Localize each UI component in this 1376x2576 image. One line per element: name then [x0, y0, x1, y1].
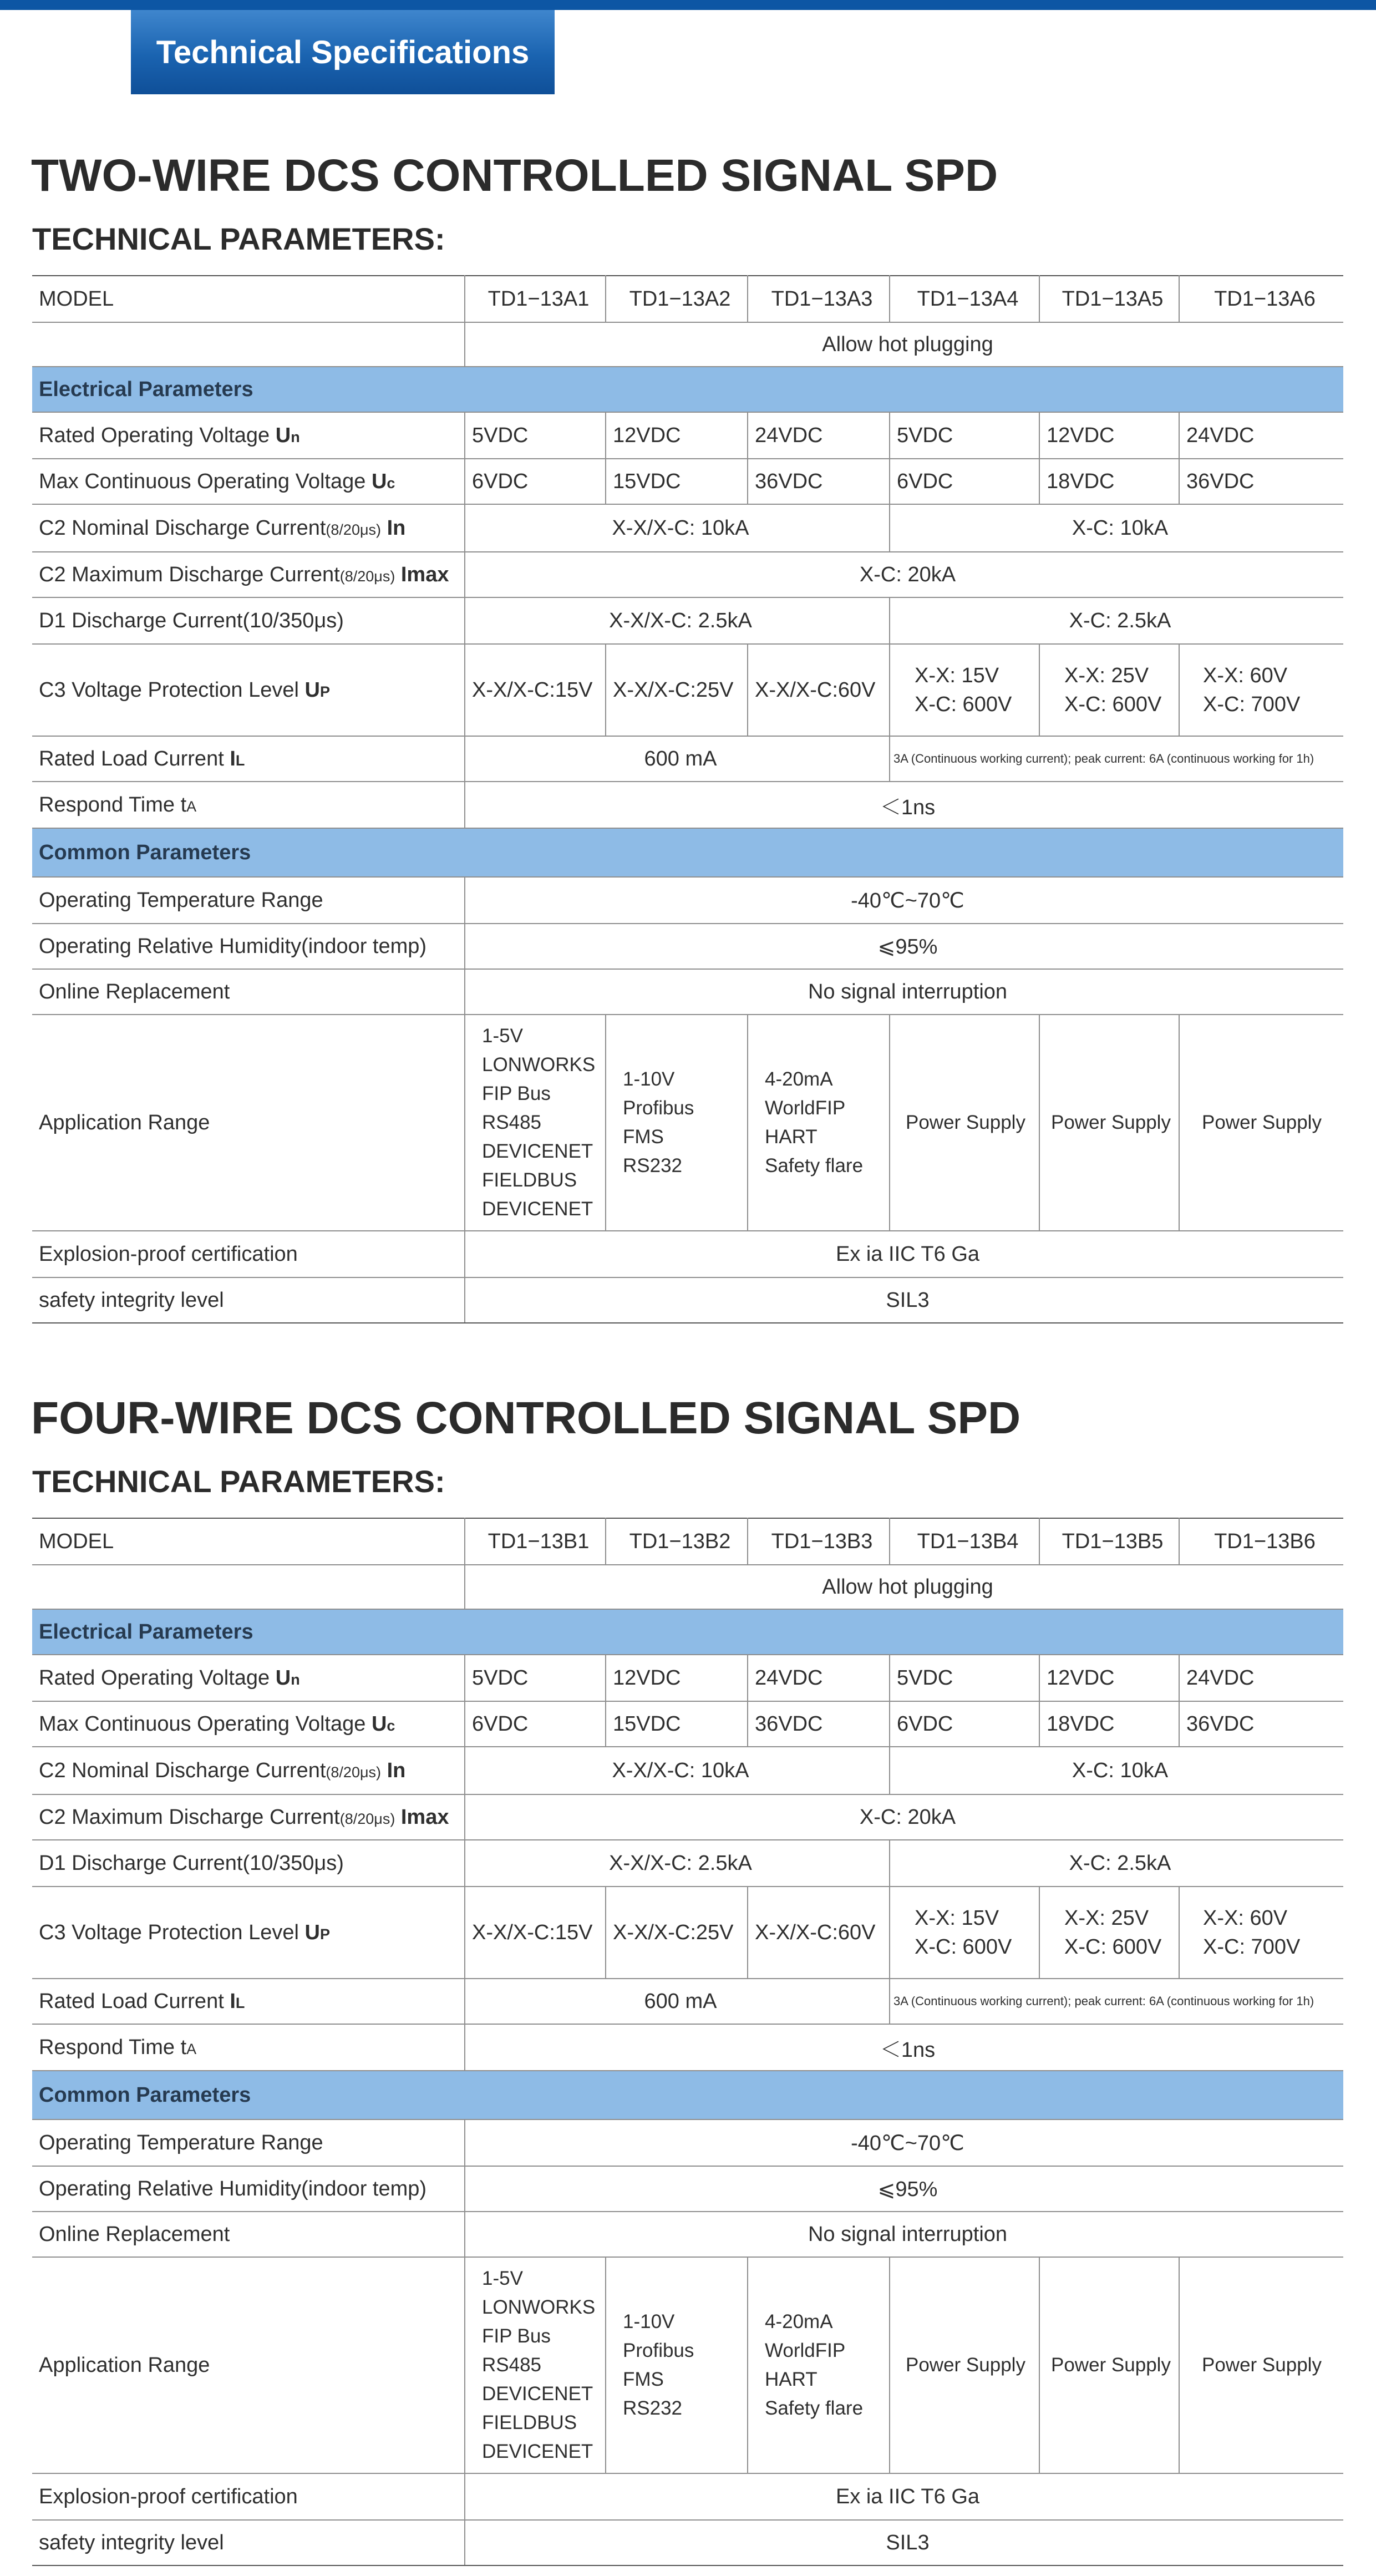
application-list	[748, 2257, 890, 2473]
application-item: RS232	[623, 2397, 683, 2419]
band-label: Common Parameters	[32, 828, 1343, 877]
application-item: RS232	[623, 1155, 683, 1177]
application-item: Profibus	[623, 2340, 694, 2361]
value-cell: Power Supply	[1179, 1015, 1343, 1231]
value-cell: ⩽95%	[465, 2166, 1343, 2212]
table-row-rated-voltage	[32, 1655, 1343, 1701]
application-item: WorldFIP	[765, 1097, 846, 1119]
common-parameters-header	[32, 2071, 1343, 2119]
model-cell: TD1−13B3	[748, 1518, 890, 1565]
spec-table	[32, 275, 1343, 1324]
value-cell: 12VDC	[1039, 1655, 1179, 1701]
value-cell: X-X/X-C:60V	[748, 644, 890, 736]
model-cell: TD1−13B6	[1179, 1518, 1343, 1565]
table-row-d1-discharge	[32, 597, 1343, 644]
table-row-model	[32, 1518, 1343, 1565]
row-label-replacement: Online Replacement	[32, 2212, 465, 2257]
section-subtitle: TECHNICAL PARAMETERS:	[32, 221, 445, 256]
application-item: WorldFIP	[765, 2340, 846, 2361]
section-subtitle: TECHNICAL PARAMETERS:	[32, 1464, 445, 1499]
model-cell: TD1−13A2	[606, 276, 748, 322]
row-label-protection-level: C3 Voltage Protection Level UP	[32, 644, 465, 736]
value-cell: X-X/X-C:15V	[465, 644, 606, 736]
value-cell: X-X: 60V X-C: 700V	[1179, 644, 1343, 736]
value-cell: 12VDC	[606, 412, 748, 459]
application-item: DEVICENET	[482, 2441, 593, 2462]
table-row-respond-time	[32, 782, 1343, 828]
table-row-humidity	[32, 924, 1343, 969]
application-item: 4-20mA	[765, 1068, 833, 1090]
table-row-sil	[32, 2520, 1343, 2565]
value-cell: 36VDC	[748, 1701, 890, 1747]
table-row-load-current	[32, 736, 1343, 782]
value-cell: ⩽95%	[465, 924, 1343, 969]
table-row-rated-voltage	[32, 412, 1343, 459]
application-item: 1-10V	[623, 2311, 675, 2332]
application-item: HART	[765, 1126, 818, 1148]
model-cell: TD1−13A5	[1039, 276, 1179, 322]
value-cell: X-X: 15V X-C: 600V	[890, 644, 1039, 736]
value-cell: 5VDC	[465, 1655, 606, 1701]
value-cell: 18VDC	[1039, 1701, 1179, 1747]
value-cell: 6VDC	[890, 459, 1039, 504]
row-label-replacement: Online Replacement	[32, 969, 465, 1015]
row-label-humidity: Operating Relative Humidity(indoor temp)	[32, 2166, 465, 2212]
value-cell: ＜1ns	[465, 782, 1343, 828]
application-list	[606, 1015, 748, 1231]
value-cell: 36VDC	[748, 459, 890, 504]
application-item: DEVICENET	[482, 1140, 593, 1162]
value-cell: No signal interruption	[465, 2212, 1343, 2257]
value-cell: Power Supply	[890, 1015, 1039, 1231]
row-label-temperature: Operating Temperature Range	[32, 877, 465, 924]
row-label-rated-voltage: Rated Operating Voltage Un	[32, 412, 465, 459]
row-label-max-voltage: Max Continuous Operating Voltage Uc	[32, 1701, 465, 1747]
value-cell: 5VDC	[890, 412, 1039, 459]
value-cell: 3A (Continuous working current); peak current: 6A (continuous working for 1h)	[890, 1979, 1343, 2024]
application-item: RS485	[482, 2354, 542, 2376]
row-label-max-discharge: C2 Maximum Discharge Current(8/20μs) Imax	[32, 552, 465, 597]
model-cell: TD1−13B1	[465, 1518, 606, 1565]
table-row-replacement	[32, 969, 1343, 1015]
application-item: Safety flare	[765, 2397, 864, 2419]
application-item: Safety flare	[765, 1155, 864, 1177]
application-item: Profibus	[623, 1097, 694, 1119]
value-cell: 6VDC	[465, 459, 606, 504]
value-cell: 6VDC	[465, 1701, 606, 1747]
value-cell: 600 mA	[465, 1979, 890, 2024]
value-cell: -40℃~70℃	[465, 2119, 1343, 2166]
row-label-explosion-proof: Explosion-proof certification	[32, 1231, 465, 1277]
band-label: Electrical Parameters	[32, 1609, 1343, 1655]
value-cell: 36VDC	[1179, 1701, 1343, 1747]
application-item: FIELDBUS	[482, 2412, 577, 2433]
hot-plug-value: Allow hot plugging	[465, 1565, 1343, 1609]
table-row-replacement	[32, 2212, 1343, 2257]
table-row-explosion-proof	[32, 2473, 1343, 2520]
model-cell: TD1−13A1	[465, 276, 606, 322]
table-row-explosion-proof	[32, 1231, 1343, 1277]
row-label-respond-time: Respond Time tA	[32, 782, 465, 828]
electrical-parameters-header	[32, 1609, 1343, 1655]
value-cell: 18VDC	[1039, 459, 1179, 504]
row-label-application: Application Range	[32, 2257, 465, 2473]
value-cell: X-X/X-C:15V	[465, 1887, 606, 1979]
application-item: DEVICENET	[482, 1198, 593, 1220]
hot-plug-value: Allow hot plugging	[465, 322, 1343, 367]
common-parameters-header	[32, 828, 1343, 877]
value-cell: X-C: 2.5kA	[890, 1840, 1343, 1887]
value-cell: X-C: 10kA	[890, 504, 1343, 552]
value-cell: X-X/X-C:60V	[748, 1887, 890, 1979]
value-cell: X-X/X-C: 10kA	[465, 504, 890, 552]
row-label-load-current: Rated Load Current IL	[32, 1979, 465, 2024]
value-cell: X-C: 20kA	[465, 1794, 1343, 1840]
application-item: FMS	[623, 1126, 664, 1148]
table-row-load-current	[32, 1979, 1343, 2024]
row-label-respond-time: Respond Time tA	[32, 2024, 465, 2071]
value-cell: Ex ia IIC T6 Ga	[465, 2473, 1343, 2520]
table-row-sil	[32, 1277, 1343, 1323]
value-cell: 600 mA	[465, 736, 890, 782]
spec-table	[32, 1518, 1343, 2566]
value-cell: 5VDC	[890, 1655, 1039, 1701]
value-cell: X-X/X-C: 2.5kA	[465, 597, 890, 644]
value-cell: X-X: 15V X-C: 600V	[890, 1887, 1039, 1979]
table-row-humidity	[32, 2166, 1343, 2212]
value-cell: 6VDC	[890, 1701, 1039, 1747]
model-cell: TD1−13A4	[890, 276, 1039, 322]
table-row-application	[32, 2257, 1343, 2473]
value-cell: 3A (Continuous working current); peak current: 6A (continuous working for 1h)	[890, 736, 1343, 782]
row-label-sil: safety integrity level	[32, 1277, 465, 1323]
value-cell: No signal interruption	[465, 969, 1343, 1015]
value-cell: 12VDC	[606, 1655, 748, 1701]
table-row-respond-time	[32, 2024, 1343, 2071]
row-label-humidity: Operating Relative Humidity(indoor temp)	[32, 924, 465, 969]
application-item: RS485	[482, 1112, 542, 1133]
application-item: 1-5V	[482, 2268, 523, 2289]
application-item: FIELDBUS	[482, 1169, 577, 1191]
table-row-protection-level	[32, 1887, 1343, 1979]
application-item: LONWORKS	[482, 1054, 596, 1076]
application-item: FIP Bus	[482, 2325, 551, 2347]
model-cell: TD1−13B4	[890, 1518, 1039, 1565]
row-label-protection-level: C3 Voltage Protection Level UP	[32, 1887, 465, 1979]
application-item: DEVICENET	[482, 2383, 593, 2405]
value-cell: 15VDC	[606, 1701, 748, 1747]
value-cell: X-C: 2.5kA	[890, 597, 1343, 644]
table-row-protection-level	[32, 644, 1343, 736]
value-cell: X-X/X-C:25V	[606, 644, 748, 736]
table-row-max-discharge	[32, 552, 1343, 597]
row-label-model: MODEL	[32, 1518, 465, 1565]
row-label-max-discharge: C2 Maximum Discharge Current(8/20μs) Imax	[32, 1794, 465, 1840]
value-cell: 15VDC	[606, 459, 748, 504]
value-cell: 24VDC	[748, 1655, 890, 1701]
row-label-load-current: Rated Load Current IL	[32, 736, 465, 782]
value-cell: X-X/X-C: 10kA	[465, 1747, 890, 1794]
table-row-max-voltage	[32, 1701, 1343, 1747]
band-label: Common Parameters	[32, 2071, 1343, 2119]
value-cell: Power Supply	[1039, 1015, 1179, 1231]
section-title: TWO-WIRE DCS CONTROLLED SIGNAL SPD	[31, 150, 998, 201]
table-row-d1-discharge	[32, 1840, 1343, 1887]
value-cell: 12VDC	[1039, 412, 1179, 459]
value-cell: 24VDC	[1179, 412, 1343, 459]
value-cell: X-X: 25V X-C: 600V	[1039, 1887, 1179, 1979]
model-cell: TD1−13B2	[606, 1518, 748, 1565]
value-cell: 5VDC	[465, 412, 606, 459]
table-row-max-discharge	[32, 1794, 1343, 1840]
empty-cell	[32, 322, 465, 367]
section-title: FOUR-WIRE DCS CONTROLLED SIGNAL SPD	[31, 1393, 1021, 1443]
value-cell: SIL3	[465, 1277, 1343, 1323]
model-cell: TD1−13B5	[1039, 1518, 1179, 1565]
table-row-temperature	[32, 2119, 1343, 2166]
value-cell: X-X/X-C:25V	[606, 1887, 748, 1979]
application-list	[748, 1015, 890, 1231]
application-item: HART	[765, 2369, 818, 2390]
section-tab-technical-specifications: Technical Specifications	[131, 10, 555, 94]
row-label-model: MODEL	[32, 276, 465, 322]
row-label-temperature: Operating Temperature Range	[32, 2119, 465, 2166]
value-cell: X-C: 20kA	[465, 552, 1343, 597]
application-list	[465, 2257, 606, 2473]
electrical-parameters-header	[32, 367, 1343, 412]
row-label-d1-discharge: D1 Discharge Current(10/350μs)	[32, 1840, 465, 1887]
table-row-hot-plug	[32, 1565, 1343, 1609]
top-accent-bar	[0, 0, 1376, 10]
value-cell: SIL3	[465, 2520, 1343, 2565]
model-cell: TD1−13A3	[748, 276, 890, 322]
model-cell: TD1−13A6	[1179, 276, 1343, 322]
value-cell: X-X: 25V X-C: 600V	[1039, 644, 1179, 736]
table-row-application	[32, 1015, 1343, 1231]
application-list	[465, 1015, 606, 1231]
application-item: 1-5V	[482, 1025, 523, 1047]
row-label-application: Application Range	[32, 1015, 465, 1231]
table-row-hot-plug	[32, 322, 1343, 367]
application-item: LONWORKS	[482, 2296, 596, 2318]
value-cell: Power Supply	[1039, 2257, 1179, 2473]
table-row-model	[32, 276, 1343, 322]
value-cell: 24VDC	[1179, 1655, 1343, 1701]
value-cell: Power Supply	[890, 2257, 1039, 2473]
value-cell: Ex ia IIC T6 Ga	[465, 1231, 1343, 1277]
value-cell: Power Supply	[1179, 2257, 1343, 2473]
application-item: 4-20mA	[765, 2311, 833, 2332]
table-row-nominal-discharge	[32, 504, 1343, 552]
row-label-explosion-proof: Explosion-proof certification	[32, 2473, 465, 2520]
table-row-max-voltage	[32, 459, 1343, 504]
table-row-temperature	[32, 877, 1343, 924]
value-cell: X-C: 10kA	[890, 1747, 1343, 1794]
empty-cell	[32, 1565, 465, 1609]
application-item: 1-10V	[623, 1068, 675, 1090]
value-cell: 36VDC	[1179, 459, 1343, 504]
value-cell: X-X/X-C: 2.5kA	[465, 1840, 890, 1887]
row-label-nominal-discharge: C2 Nominal Discharge Current(8/20μs) In	[32, 504, 465, 552]
row-label-rated-voltage: Rated Operating Voltage Un	[32, 1655, 465, 1701]
value-cell: ＜1ns	[465, 2024, 1343, 2071]
value-cell: -40℃~70℃	[465, 877, 1343, 924]
value-cell: 24VDC	[748, 412, 890, 459]
table-row-nominal-discharge	[32, 1747, 1343, 1794]
application-list	[606, 2257, 748, 2473]
row-label-sil: safety integrity level	[32, 2520, 465, 2565]
row-label-d1-discharge: D1 Discharge Current(10/350μs)	[32, 597, 465, 644]
row-label-nominal-discharge: C2 Nominal Discharge Current(8/20μs) In	[32, 1747, 465, 1794]
band-label: Electrical Parameters	[32, 367, 1343, 412]
row-label-max-voltage: Max Continuous Operating Voltage Uc	[32, 459, 465, 504]
application-item: FMS	[623, 2369, 664, 2390]
application-item: FIP Bus	[482, 1083, 551, 1104]
value-cell: X-X: 60V X-C: 700V	[1179, 1887, 1343, 1979]
